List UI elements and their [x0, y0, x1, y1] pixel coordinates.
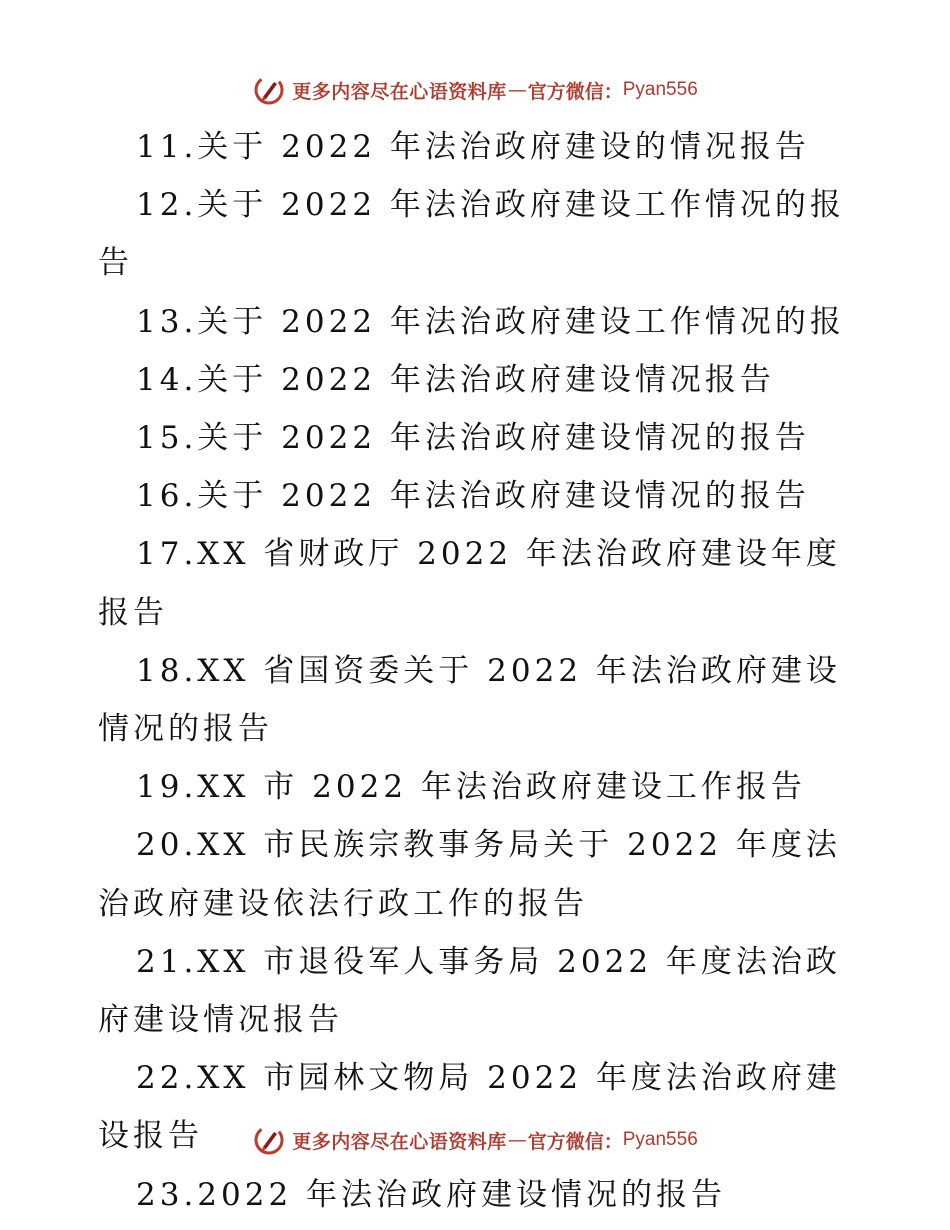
separator-dash: — [507, 1129, 527, 1151]
header-banner [0, 70, 950, 110]
list-item: 21.XX 市退役军人事务局 2022 年度法治政府建设情况报告 [98, 943, 841, 1039]
list-item: 22.XX 市园林文物局 2022 年度法治政府建设报告 [98, 1060, 841, 1155]
wechat-label: 官方微信： [527, 80, 623, 103]
list-item: 15.关于 2022 年法治政府建设情况的报告 [136, 420, 810, 457]
list-item: 12.关于 2022 年法治政府建设工作情况的报告 [98, 187, 845, 282]
site-name: 更多内容尽在心语资料库 [292, 80, 507, 103]
list-item: 23.2022 年法治政府建设情况的报告 [136, 1176, 727, 1213]
wechat-id: Pyan556 [622, 79, 698, 100]
separator-dash: — [507, 79, 527, 101]
list-item: 11.关于 2022 年法治政府建设的情况报告 [136, 129, 810, 165]
list-item: 13.关于 2022 年法治政府建设工作情况的报 [136, 303, 845, 340]
site-name: 更多内容尽在心语资料库 [292, 1130, 507, 1153]
pen-logo-icon [252, 73, 286, 107]
list-item: 18.XX 省国资委关于 2022 年法治政府建设情况的报告 [98, 652, 841, 748]
document-body [98, 118, 858, 1224]
list-item: 16.关于 2022 年法治政府建设情况的报告 [136, 478, 810, 515]
wechat-id: Pyan556 [622, 1129, 698, 1150]
pen-logo-icon [252, 1123, 286, 1157]
list-item: 20.XX 市民族宗教事务局关于 2022 年度法治政府建设依法行政工作的报告 [98, 827, 841, 922]
wechat-label: 官方微信： [527, 1130, 623, 1153]
list-item: 17.XX 省财政厅 2022 年法治政府建设年度报告 [98, 536, 841, 631]
footer-banner [0, 1120, 950, 1160]
list-item: 14.关于 2022 年法治政府建设情况报告 [136, 361, 775, 398]
list-item: 19.XX 市 2022 年法治政府建设工作报告 [136, 769, 806, 806]
